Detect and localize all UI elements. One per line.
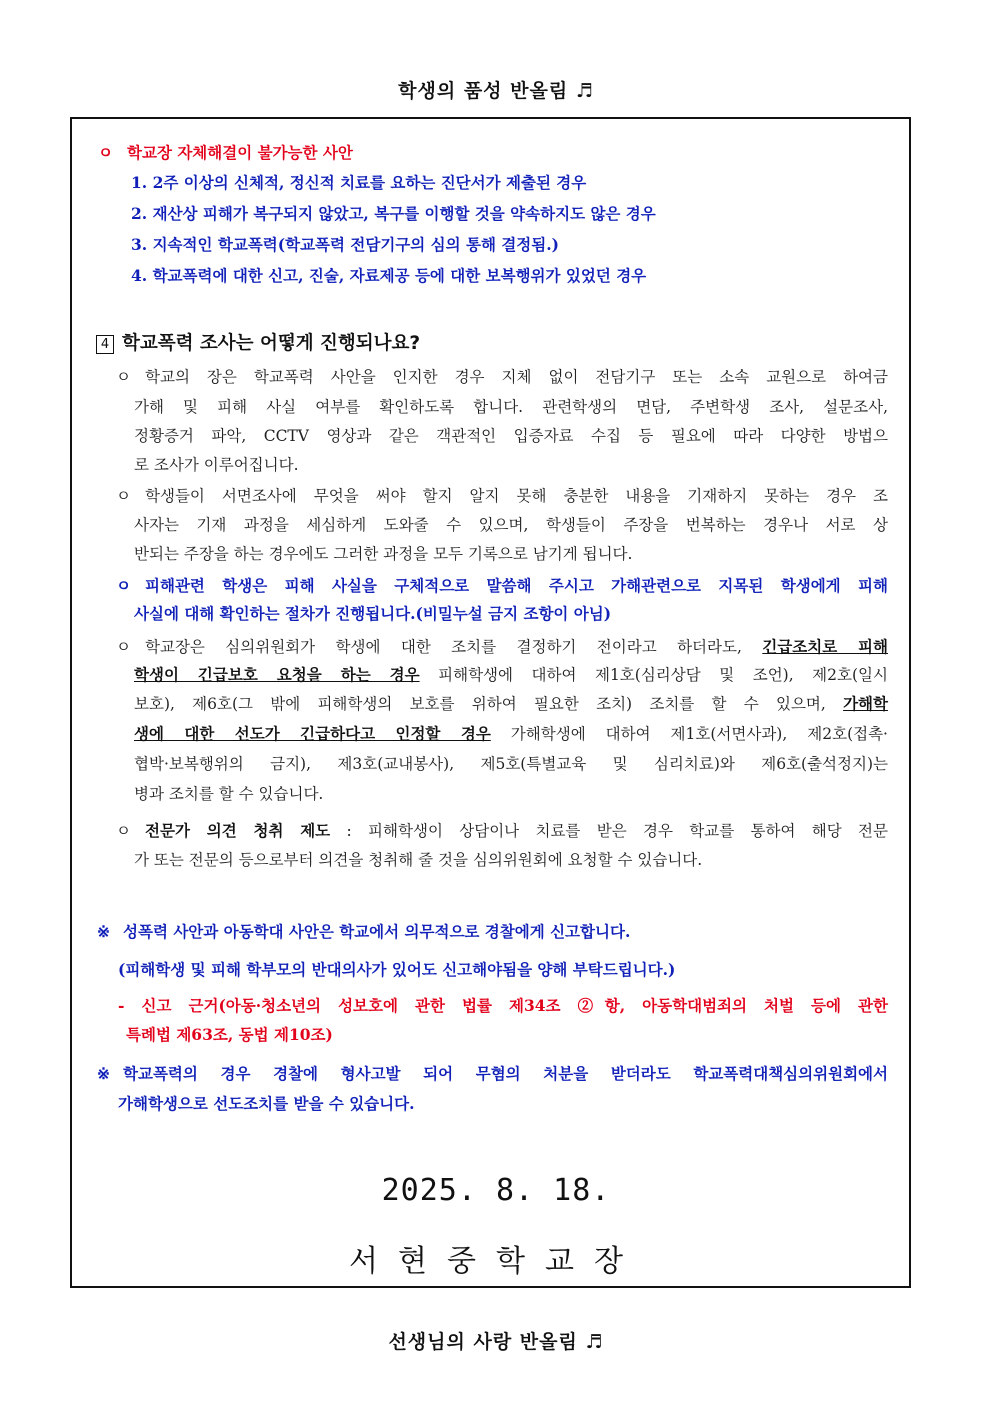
p4-emphasis: 긴급조치로 피해 xyxy=(762,637,888,656)
bullet: ㅇ xyxy=(98,143,113,162)
unresolvable-item-1: 1. 2주 이상의 신체적, 정신적 치료를 요하는 진단서가 제출된 경우 xyxy=(131,173,587,192)
note-1: 성폭력 사안과 아동학대 사안은 학교에서 의무적으로 경찰에게 신고합니다. xyxy=(123,922,631,941)
unresolvable-title: 학교장 자체해결이 불가능한 사안 xyxy=(127,143,353,162)
p4-line-1 xyxy=(145,636,888,658)
p1-line-4: 로 조사가 이루어집니다. xyxy=(134,456,299,474)
unresolvable-item-3: 3. 지속적인 학교폭력(학교폭력 전담기구의 심의 통해 결정됨.) xyxy=(131,235,559,254)
unresolvable-item-2: 2. 재산상 피해가 복구되지 않았고, 복구를 이행할 것을 약속하지도 않은 경우 xyxy=(131,204,656,223)
bullet: ㅇ xyxy=(116,368,131,386)
note-1-sub: (피해학생 및 피해 학부모의 반대의사가 있어도 신고해야됨을 양해 부탁드립니다.) xyxy=(118,960,676,979)
p4-emphasis: 생에 대한 선도가 긴급하다고 인정할 경우 xyxy=(134,724,491,743)
note-mark: ※ xyxy=(97,1064,110,1083)
p3-line-2: 사실에 대해 확인하는 절차가 진행됩니다.(비밀누설 금지 조항이 아님) xyxy=(134,604,612,623)
p4-line-3 xyxy=(134,693,888,715)
bullet: ㅇ xyxy=(116,487,131,505)
p1-line-3: 정황증거 파악, CCTV 영상과 같은 객관적인 입증자료 수집 등 필요에 따라 다양한 방법으 xyxy=(134,427,888,445)
note-mark: ※ xyxy=(97,922,110,941)
page-header: 학생의 품성 반올림 ♬ xyxy=(398,80,594,102)
p2-line-3: 반되는 주장을 하는 경우에도 그러한 과정을 모두 기록으로 남기게 됩니다. xyxy=(134,545,633,563)
p5-term: 전문가 의견 청취 제도 xyxy=(145,821,331,840)
section-title xyxy=(96,329,420,355)
bullet: ㅇ xyxy=(116,576,131,595)
p4-text: 피해학생에 대하여 제1호(심리상담 및 조언), 제2호(일시 xyxy=(419,666,888,684)
p4-line-5: 협박·보복행위의 금지), 제3호(교내봉사), 제5호(특별교육 및 심리치료)와 제6호(출석정지)는 xyxy=(134,755,888,773)
p4-text: 학교장은 심의위원회가 학생에 대한 조치를 결정하기 전이라고 하더라도, xyxy=(145,638,763,656)
note-2-line-1: 학교폭력의 경우 경찰에 형사고발 되어 무혐의 처분을 받더라도 학교폭력대책심의위원회에서 xyxy=(123,1064,888,1083)
p1-line-2: 가해 및 피해 사실 여부를 확인하도록 합니다. 관련학생의 면담, 주변학생 조사, 설문조사, xyxy=(134,398,888,416)
p1-line-1: 학교의 장은 학교폭력 사안을 인지한 경우 지체 없이 전담기구 또는 소속 교원으로 하여금 xyxy=(145,368,888,386)
bullet: ㅇ xyxy=(116,822,131,840)
p5-line-1 xyxy=(145,820,888,842)
p2-line-2: 사자는 기재 과정을 세심하게 도와줄 수 있으며, 학생들이 주장을 번복하는 경우나 서로 상 xyxy=(134,516,888,534)
p4-emphasis: 가해학 xyxy=(843,694,888,713)
p4-line-4 xyxy=(134,723,888,745)
bullet: ㅇ xyxy=(116,638,131,656)
p4-line-2 xyxy=(134,664,888,686)
p5-text: : 피해학생이 상담이나 치료를 받은 경우 학교를 통하여 해당 전문 xyxy=(330,822,889,840)
p4-text: 보호), 제6호(그 밖에 피해학생의 보호를 위하여 필요한 조치) 조치를 할 수 있으며, xyxy=(134,695,844,713)
p4-text: 가해학생에 대하여 제1호(서면사과), 제2호(접촉· xyxy=(490,725,888,743)
basis-line-1: - 신고 근거(아동·청소년의 성보호에 관한 법률 제34조 ②항, 아동학대범죄의 처벌 등에 관한 xyxy=(118,996,888,1015)
section-number: 4 xyxy=(96,335,114,354)
p4-emphasis: 학생이 긴급보호 요청을 하는 경우 xyxy=(134,665,420,684)
basis-line-2: 특례법 제63조, 동법 제10조) xyxy=(126,1025,333,1044)
p3-line-1: 피해관련 학생은 피해 사실을 구체적으로 말씀해 주시고 가해관련으로 지목된 학생에게 피해 xyxy=(145,576,888,595)
school-principal-signature: 서현중학교장 xyxy=(349,1244,643,1279)
p2-line-1: 학생들이 서면조사에 무엇을 써야 할지 알지 못해 충분한 내용을 기재하지 못하는 경우 조 xyxy=(145,487,888,505)
unresolvable-item-4: 4. 학교폭력에 대한 신고, 진술, 자료제공 등에 대한 보복행위가 있었던 경우 xyxy=(131,266,647,285)
p4-line-6: 병과 조치를 할 수 있습니다. xyxy=(134,785,324,803)
p5-line-2: 가 또는 전문의 등으로부터 의견을 청취해 줄 것을 심의위원회에 요청할 수 있습니다. xyxy=(134,851,703,869)
page-footer: 선생님의 사랑 반올림 ♬ xyxy=(388,1331,604,1353)
note-2-line-2: 가해학생으로 선도조치를 받을 수 있습니다. xyxy=(118,1094,415,1113)
section-title-text: 학교폭력 조사는 어떻게 진행되나요? xyxy=(122,333,421,354)
document-date: 2025. 8. 18. xyxy=(381,1173,611,1208)
